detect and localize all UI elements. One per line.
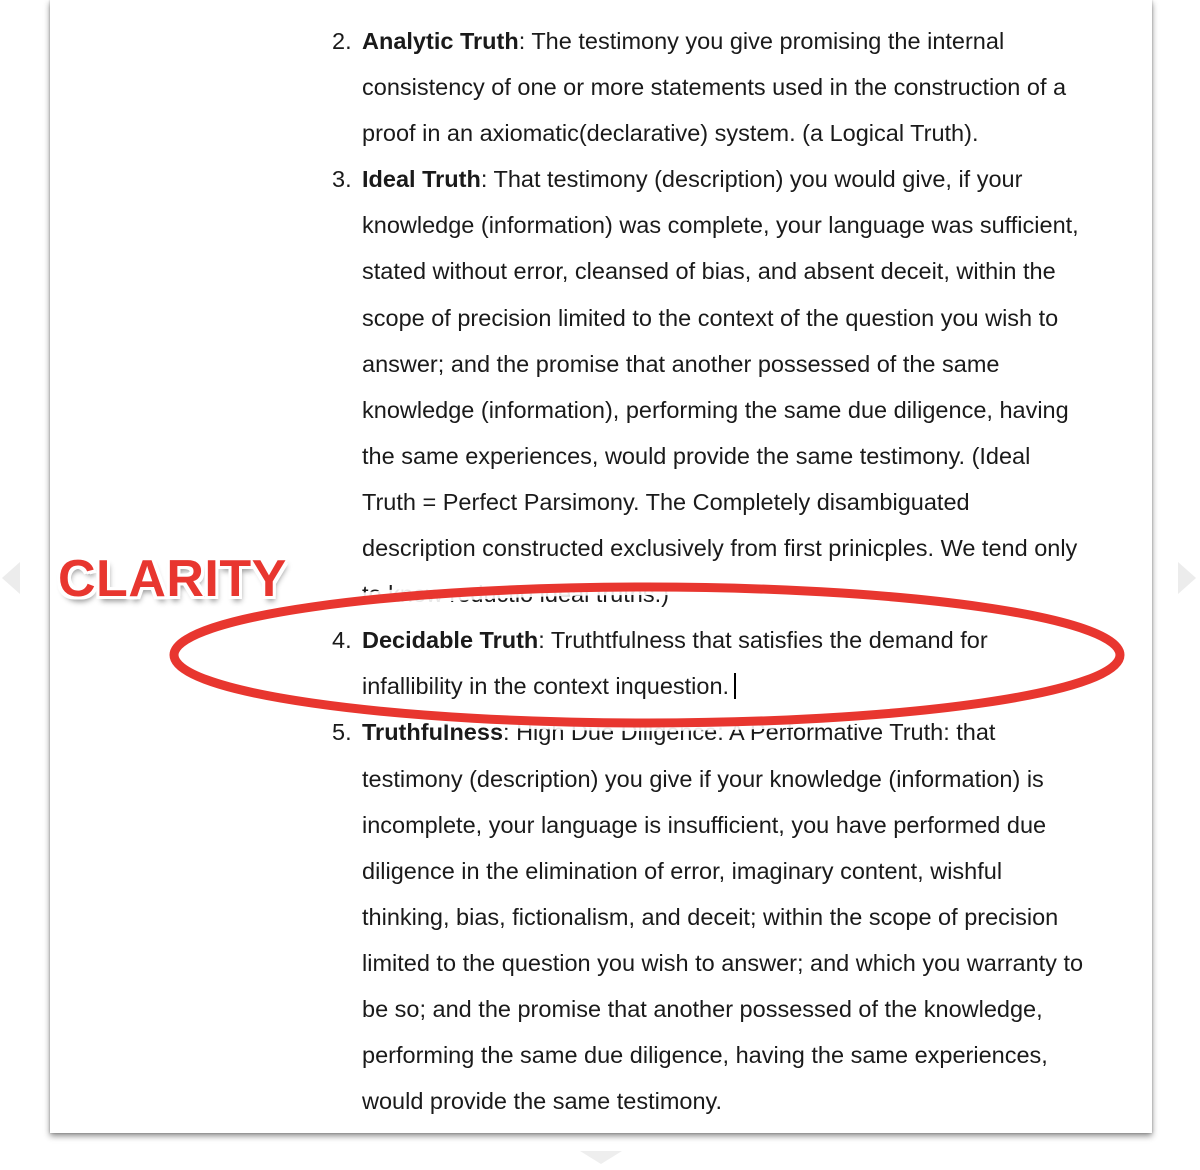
text-line: testimony (description) you give if your knowledge (information) is	[362, 765, 1044, 792]
text-line: the same experiences, would provide the same testimony. (Ideal	[362, 442, 1031, 469]
text-line: proof in an axiomatic(declarative) system. (a Logical Truth).	[362, 120, 979, 147]
text-line	[362, 709, 1162, 755]
item-text: : That testimony (description) you would give, if your	[480, 166, 1023, 193]
text-line: consistency of one or more statements used in the construction of a	[362, 74, 1067, 101]
text-line	[362, 156, 1162, 202]
item-term: Analytic Truth	[362, 28, 519, 54]
text-line: be so; and the promise that another possessed of the knowledge,	[362, 995, 1043, 1022]
item-term: Decidable Truth	[362, 627, 539, 654]
text-line: knowledge (information) was complete, your language was sufficient,	[362, 212, 1079, 239]
text-line: description constructed exclusively from first prinicples. We tend only	[362, 535, 1078, 562]
text-line	[362, 18, 1162, 64]
text-line: Truth = Perfect Parsimony. The Completely disambiguated	[362, 488, 970, 515]
item-text: : High Due Diligence: A Performative Truth: that	[503, 719, 996, 746]
list-item	[50, 617, 1162, 709]
text-line	[362, 617, 1162, 663]
text-line: answer; and the promise that another possessed of the same	[362, 350, 1000, 377]
list-item-number: 5.	[332, 719, 352, 746]
item-term: Ideal Truth	[362, 166, 481, 193]
clarity-label: CLARITY	[58, 550, 287, 608]
text-line: performing the same due diligence, having the same experiences,	[362, 1042, 1048, 1069]
text-line: incomplete, your language is insufficient, you have performed due	[362, 811, 1047, 838]
text-line: would provide the same testimony.	[362, 1088, 723, 1115]
list-item	[50, 709, 1162, 1124]
chevron-right-icon[interactable]	[1176, 560, 1198, 596]
text-line: diligence in the elimination of error, imaginary content, wishful	[362, 857, 1003, 884]
text-line	[362, 663, 1162, 709]
text-line: to know reductio ideal truths.)	[362, 581, 669, 608]
item-text: : The testimony you give promising the internal	[518, 28, 1005, 54]
chevron-down-icon[interactable]	[578, 1150, 624, 1165]
text-line: thinking, bias, fictionalism, and deceit; within the scope of precision	[362, 903, 1059, 930]
text-line: scope of precision limited to the context of the question you wish to	[362, 304, 1059, 331]
chevron-left-icon[interactable]	[0, 560, 22, 596]
text-line: knowledge (information), performing the same due diligence, having	[362, 396, 1069, 423]
text-line: limited to the question you wish to answer; and which you warranty to	[362, 949, 1084, 976]
item-term: Truthfulness	[362, 719, 504, 746]
text-cursor	[734, 673, 736, 699]
list-item-number: 2.	[332, 28, 352, 54]
list-item-number: 4.	[332, 627, 352, 654]
text-line: stated without error, cleansed of bias, and absent deceit, within the	[362, 258, 1056, 285]
item-text: infallibility in the context inquestion.	[362, 673, 730, 700]
list-item	[50, 18, 1162, 156]
item-text: : Truthtfulness that satisfies the demand for	[538, 627, 988, 654]
list-item-number: 3.	[332, 166, 352, 193]
